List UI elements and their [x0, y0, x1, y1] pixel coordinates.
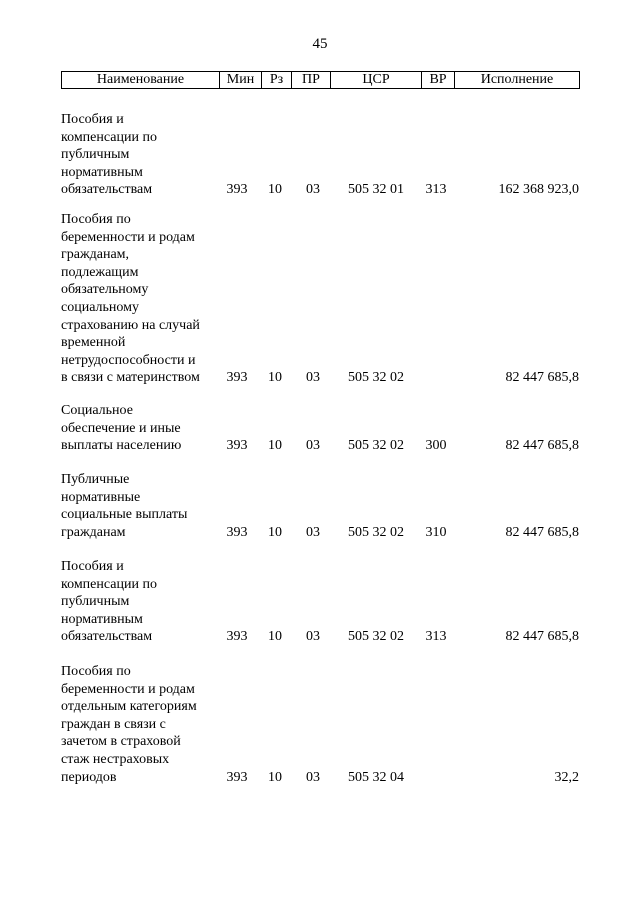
row-name-line: Пособия по [61, 212, 131, 227]
header-csr: ЦСР [330, 72, 421, 88]
row-name-line: гражданам [61, 524, 126, 540]
row-name-line: нормативным [61, 611, 143, 627]
row-name [61, 663, 221, 786]
row-name-line: обязательному [61, 282, 149, 298]
row-pr: 03 [306, 438, 320, 454]
page-number: 45 [312, 36, 328, 52]
row-vr: 300 [425, 438, 447, 454]
table-header [61, 71, 580, 89]
row-exec: 82 447 685,8 [505, 438, 579, 454]
row-pr: 03 [306, 524, 320, 540]
row-name-line: социальные выплаты [61, 507, 188, 523]
row-name-line: гражданам, [61, 247, 130, 263]
row-min: 393 [226, 769, 248, 785]
row-csr: 505 32 02 [348, 370, 404, 386]
row-exec: 82 447 685,8 [505, 370, 579, 386]
row-name-line: Пособия и [61, 112, 124, 127]
row-vr: 310 [425, 524, 447, 540]
header-min: Мин [219, 72, 261, 88]
row-name [61, 211, 221, 387]
row-name-line: Пособия и [61, 559, 124, 574]
row-exec: 162 368 923,0 [498, 182, 579, 198]
row-pr: 03 [306, 629, 320, 645]
row-min: 393 [226, 438, 248, 454]
row-pr: 03 [306, 769, 320, 785]
row-vr: 313 [425, 182, 447, 198]
row-name-line: беременности и родам [61, 229, 195, 245]
header-exec: Исполнение [454, 72, 579, 88]
header-rz: Рз [261, 72, 291, 88]
row-pr: 03 [306, 370, 320, 386]
row-name-line: публичным [61, 594, 130, 610]
row-rz: 10 [268, 769, 282, 785]
row-name-line: граждан в связи с [61, 716, 166, 732]
row-csr: 505 32 02 [348, 524, 404, 540]
row-min: 393 [226, 370, 248, 386]
row-rz: 10 [268, 629, 282, 645]
row-exec: 82 447 685,8 [505, 629, 579, 645]
row-name-line: обязательствам [61, 629, 153, 645]
row-name-line: обязательствам [61, 182, 153, 198]
header-name: Наименование [96, 72, 185, 87]
row-name-line: публичным [61, 147, 130, 163]
row-name-line: страхованию на случай [61, 317, 200, 333]
row-name-line: зачетом в страховой [61, 734, 181, 750]
row-name [61, 558, 221, 646]
row-rz: 10 [268, 370, 282, 386]
header-vr: ВР [421, 72, 454, 88]
row-rz: 10 [268, 182, 282, 198]
row-rz: 10 [268, 524, 282, 540]
row-csr: 505 32 02 [348, 438, 404, 454]
row-name-line: периодов [61, 769, 117, 785]
row-name-line: Публичные [61, 472, 130, 487]
row-name-line: обеспечение и иные [61, 420, 181, 436]
row-vr: 313 [425, 629, 447, 645]
row-exec: 32,2 [554, 769, 579, 785]
row-name [61, 111, 221, 199]
row-name-line: в связи с материнством [61, 370, 200, 386]
header-pr: ПР [291, 72, 330, 88]
row-name-line: компенсации по [61, 129, 157, 145]
row-name-line: нетрудоспособности и [61, 352, 196, 368]
row-exec: 82 447 685,8 [505, 524, 579, 540]
row-name-line: Социальное [61, 403, 133, 418]
row-name-line: социальному [61, 299, 139, 315]
row-name-line: временной [61, 335, 126, 351]
row-name [61, 471, 221, 541]
row-name-line: компенсации по [61, 576, 157, 592]
row-name-line: нормативным [61, 164, 143, 180]
row-min: 393 [226, 524, 248, 540]
row-name-line: выплаты населению [61, 438, 182, 454]
row-min: 393 [226, 182, 248, 198]
row-name-line: нормативные [61, 489, 141, 505]
row-name [61, 402, 221, 455]
row-name-line: подлежащим [61, 264, 139, 280]
row-name-line: отдельным категориям [61, 699, 197, 715]
row-csr: 505 32 02 [348, 629, 404, 645]
row-min: 393 [226, 629, 248, 645]
row-csr: 505 32 01 [348, 182, 404, 198]
row-name-line: стаж нестраховых [61, 751, 170, 767]
row-csr: 505 32 04 [348, 769, 404, 785]
row-name-line: Пособия по [61, 664, 131, 679]
row-name-line: беременности и родам [61, 681, 195, 697]
row-rz: 10 [268, 438, 282, 454]
row-pr: 03 [306, 182, 320, 198]
